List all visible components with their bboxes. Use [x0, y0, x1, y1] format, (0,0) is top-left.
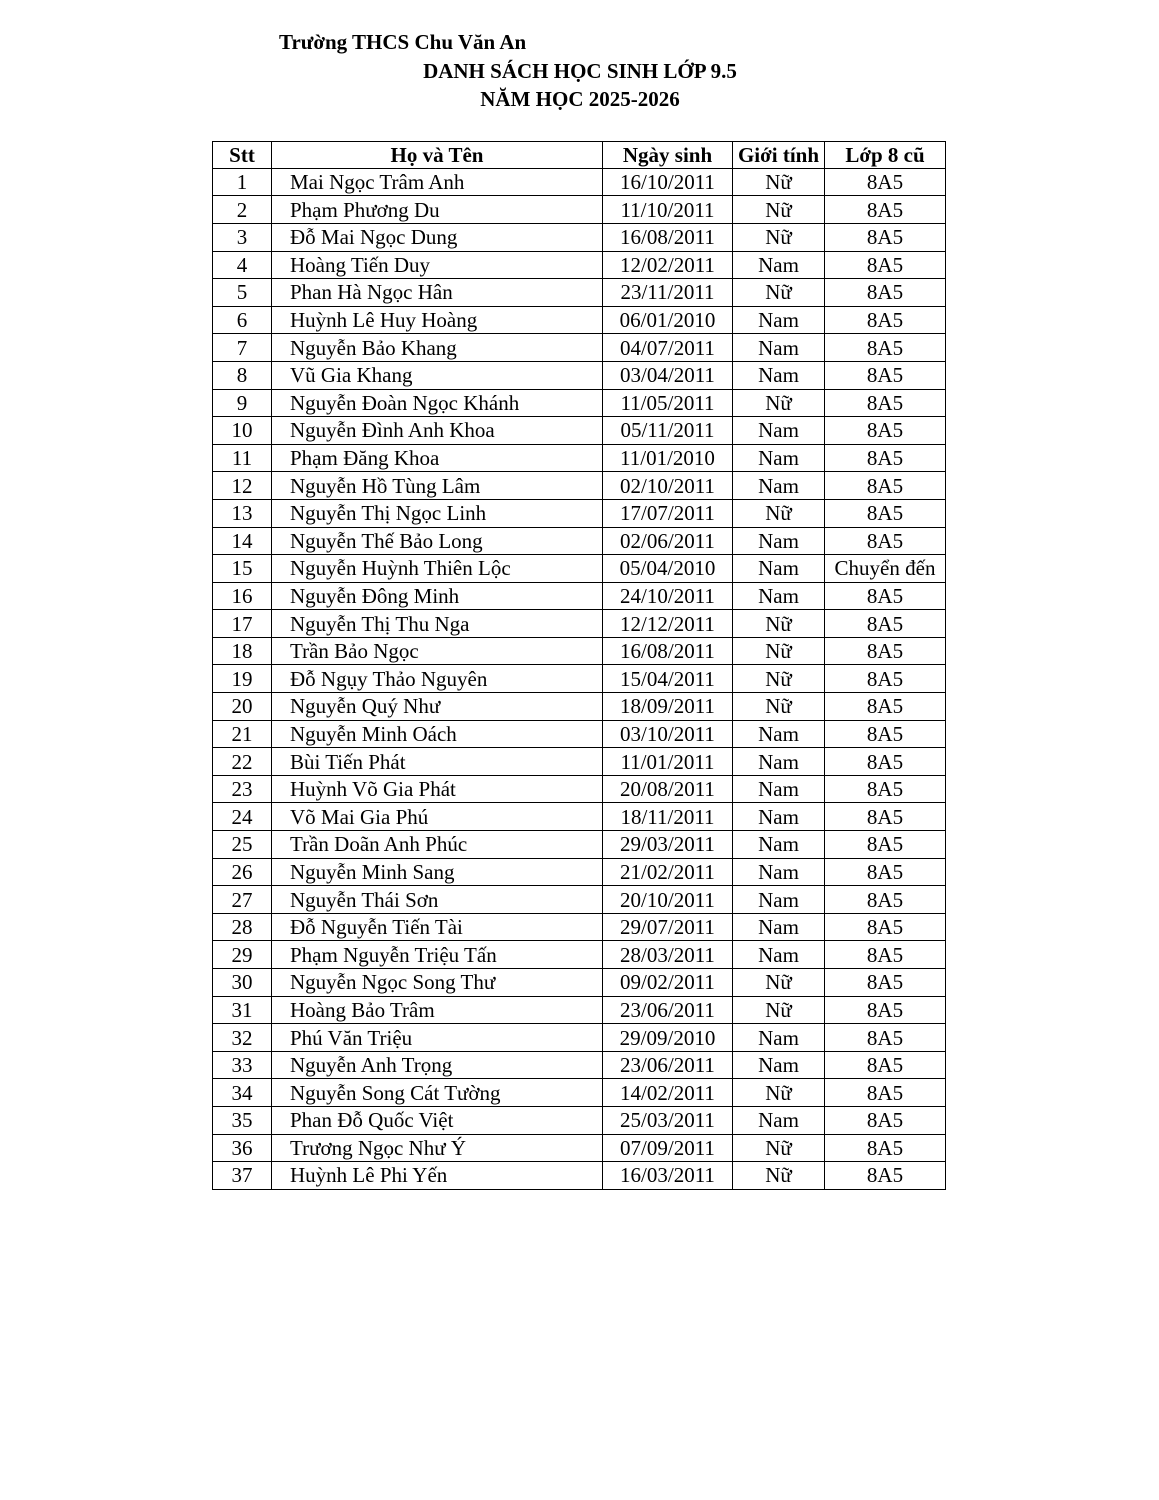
table-row: [213, 1024, 946, 1052]
birth-date-cell: 16/03/2011: [603, 1162, 733, 1190]
previous-class-cell: 8A5: [825, 748, 946, 776]
full-name-cell: Nguyễn Song Cát Tường: [272, 1079, 603, 1107]
full-name-cell: Nguyễn Quý Như: [272, 693, 603, 721]
gender-cell: Nữ: [733, 665, 825, 693]
birth-date-cell: 28/03/2011: [603, 941, 733, 969]
full-name-cell: Đỗ Mai Ngọc Dung: [272, 223, 603, 251]
previous-class-cell: 8A5: [825, 610, 946, 638]
birth-date-cell: 29/03/2011: [603, 831, 733, 859]
previous-class-cell: 8A5: [825, 1134, 946, 1162]
birth-date-cell: 23/06/2011: [603, 1051, 733, 1079]
previous-class-cell: 8A5: [825, 499, 946, 527]
table-row: [213, 913, 946, 941]
table-row: [213, 1051, 946, 1079]
gender-cell: Nữ: [733, 996, 825, 1024]
birth-date-cell: 03/10/2011: [603, 720, 733, 748]
stt-cell: 15: [213, 555, 272, 583]
birth-date-cell: 11/10/2011: [603, 196, 733, 224]
stt-cell: 34: [213, 1079, 272, 1107]
previous-class-cell: 8A5: [825, 334, 946, 362]
school-year: NĂM HỌC 2025-2026: [480, 87, 680, 111]
gender-cell: Nam: [733, 775, 825, 803]
gender-cell: Nữ: [733, 223, 825, 251]
table-row: [213, 720, 946, 748]
stt-cell: 18: [213, 637, 272, 665]
previous-class-cell: 8A5: [825, 582, 946, 610]
birth-date-cell: 14/02/2011: [603, 1079, 733, 1107]
stt-cell: 31: [213, 996, 272, 1024]
previous-class-cell: 8A5: [825, 803, 946, 831]
previous-class-cell: 8A5: [825, 1106, 946, 1134]
column-header-birth-date: Ngày sinh: [603, 142, 733, 169]
column-header-stt: Stt: [213, 142, 272, 169]
previous-class-cell: 8A5: [825, 417, 946, 445]
table-row: [213, 886, 946, 914]
gender-cell: Nữ: [733, 1079, 825, 1107]
full-name-cell: Hoàng Bảo Trâm: [272, 996, 603, 1024]
gender-cell: Nữ: [733, 499, 825, 527]
birth-date-cell: 24/10/2011: [603, 582, 733, 610]
previous-class-cell: 8A5: [825, 941, 946, 969]
previous-class-cell: 8A5: [825, 279, 946, 307]
birth-date-cell: 15/04/2011: [603, 665, 733, 693]
stt-cell: 6: [213, 306, 272, 334]
birth-date-cell: 16/08/2011: [603, 637, 733, 665]
previous-class-cell: 8A5: [825, 361, 946, 389]
previous-class-cell: 8A5: [825, 472, 946, 500]
gender-cell: Nam: [733, 582, 825, 610]
full-name-cell: Võ Mai Gia Phú: [272, 803, 603, 831]
birth-date-cell: 18/11/2011: [603, 803, 733, 831]
gender-cell: Nam: [733, 334, 825, 362]
previous-class-cell: 8A5: [825, 306, 946, 334]
full-name-cell: Nguyễn Đoàn Ngọc Khánh: [272, 389, 603, 417]
birth-date-cell: 12/02/2011: [603, 251, 733, 279]
full-name-cell: Nguyễn Thế Bảo Long: [272, 527, 603, 555]
column-header-previous-class: Lớp 8 cũ: [825, 142, 946, 169]
birth-date-cell: 29/09/2010: [603, 1024, 733, 1052]
stt-cell: 13: [213, 499, 272, 527]
stt-cell: 11: [213, 444, 272, 472]
stt-cell: 32: [213, 1024, 272, 1052]
stt-cell: 24: [213, 803, 272, 831]
gender-cell: Nữ: [733, 610, 825, 638]
full-name-cell: Phạm Nguyễn Triệu Tấn: [272, 941, 603, 969]
birth-date-cell: 25/03/2011: [603, 1106, 733, 1134]
birth-date-cell: 16/10/2011: [603, 168, 733, 196]
birth-date-cell: 05/04/2010: [603, 555, 733, 583]
gender-cell: Nam: [733, 417, 825, 445]
stt-cell: 23: [213, 775, 272, 803]
full-name-cell: Nguyễn Thị Ngọc Linh: [272, 499, 603, 527]
gender-cell: Nữ: [733, 693, 825, 721]
gender-cell: Nữ: [733, 969, 825, 997]
birth-date-cell: 05/11/2011: [603, 417, 733, 445]
birth-date-cell: 03/04/2011: [603, 361, 733, 389]
gender-cell: Nam: [733, 941, 825, 969]
birth-date-cell: 17/07/2011: [603, 499, 733, 527]
full-name-cell: Nguyễn Minh Oách: [272, 720, 603, 748]
stt-cell: 35: [213, 1106, 272, 1134]
gender-cell: Nam: [733, 1024, 825, 1052]
stt-cell: 12: [213, 472, 272, 500]
table-row: [213, 803, 946, 831]
full-name-cell: Đỗ Ngụy Thảo Nguyên: [272, 665, 603, 693]
birth-date-cell: 29/07/2011: [603, 913, 733, 941]
previous-class-cell: 8A5: [825, 693, 946, 721]
table-row: [213, 251, 946, 279]
stt-cell: 26: [213, 858, 272, 886]
table-row: [213, 693, 946, 721]
full-name-cell: Trần Bảo Ngọc: [272, 637, 603, 665]
birth-date-cell: 11/01/2011: [603, 748, 733, 776]
full-name-cell: Nguyễn Thị Thu Nga: [272, 610, 603, 638]
gender-cell: Nữ: [733, 168, 825, 196]
gender-cell: Nam: [733, 720, 825, 748]
table-row: [213, 389, 946, 417]
document-title: DANH SÁCH HỌC SINH LỚP 9.5: [423, 59, 737, 83]
stt-cell: 37: [213, 1162, 272, 1190]
full-name-cell: Nguyễn Minh Sang: [272, 858, 603, 886]
gender-cell: Nam: [733, 1106, 825, 1134]
stt-cell: 5: [213, 279, 272, 307]
student-roster-table: [212, 141, 946, 1190]
birth-date-cell: 09/02/2011: [603, 969, 733, 997]
full-name-cell: Vũ Gia Khang: [272, 361, 603, 389]
full-name-cell: Huỳnh Lê Phi Yến: [272, 1162, 603, 1190]
full-name-cell: Phú Văn Triệu: [272, 1024, 603, 1052]
stt-cell: 33: [213, 1051, 272, 1079]
birth-date-cell: 11/05/2011: [603, 389, 733, 417]
birth-date-cell: 04/07/2011: [603, 334, 733, 362]
table-row: [213, 1079, 946, 1107]
stt-cell: 14: [213, 527, 272, 555]
table-row: [213, 279, 946, 307]
birth-date-cell: 20/10/2011: [603, 886, 733, 914]
previous-class-cell: 8A5: [825, 527, 946, 555]
previous-class-cell: 8A5: [825, 223, 946, 251]
gender-cell: Nam: [733, 472, 825, 500]
stt-cell: 10: [213, 417, 272, 445]
full-name-cell: Nguyễn Thái Sơn: [272, 886, 603, 914]
gender-cell: Nam: [733, 527, 825, 555]
gender-cell: Nam: [733, 858, 825, 886]
table-row: [213, 1162, 946, 1190]
table-row: [213, 969, 946, 997]
school-name: Trường THCS Chu Văn An: [279, 30, 527, 54]
birth-date-cell: 11/01/2010: [603, 444, 733, 472]
gender-cell: Nam: [733, 886, 825, 914]
table-row: [213, 499, 946, 527]
previous-class-cell: 8A5: [825, 886, 946, 914]
birth-date-cell: 02/10/2011: [603, 472, 733, 500]
table-row: [213, 444, 946, 472]
full-name-cell: Trương Ngọc Như Ý: [272, 1134, 603, 1162]
previous-class-cell: 8A5: [825, 1024, 946, 1052]
table-row: [213, 223, 946, 251]
table-header: [213, 142, 946, 169]
table-row: [213, 555, 946, 583]
previous-class-cell: 8A5: [825, 913, 946, 941]
birth-date-cell: 21/02/2011: [603, 858, 733, 886]
table-row: [213, 637, 946, 665]
table-row: [213, 472, 946, 500]
table-row: [213, 306, 946, 334]
gender-cell: Nữ: [733, 196, 825, 224]
gender-cell: Nữ: [733, 389, 825, 417]
birth-date-cell: 12/12/2011: [603, 610, 733, 638]
birth-date-cell: 18/09/2011: [603, 693, 733, 721]
full-name-cell: Nguyễn Hồ Tùng Lâm: [272, 472, 603, 500]
full-name-cell: Phan Hà Ngọc Hân: [272, 279, 603, 307]
table-row: [213, 168, 946, 196]
gender-cell: Nữ: [733, 637, 825, 665]
birth-date-cell: 07/09/2011: [603, 1134, 733, 1162]
full-name-cell: Hoàng Tiến Duy: [272, 251, 603, 279]
stt-cell: 4: [213, 251, 272, 279]
previous-class-cell: 8A5: [825, 996, 946, 1024]
table-row: [213, 610, 946, 638]
table-body: [213, 168, 946, 1189]
previous-class-cell: 8A5: [825, 637, 946, 665]
gender-cell: Nam: [733, 306, 825, 334]
column-header-full-name: Họ và Tên: [272, 142, 603, 169]
previous-class-cell: 8A5: [825, 858, 946, 886]
gender-cell: Nam: [733, 444, 825, 472]
birth-date-cell: 06/01/2010: [603, 306, 733, 334]
table-row: [213, 996, 946, 1024]
birth-date-cell: 20/08/2011: [603, 775, 733, 803]
previous-class-cell: 8A5: [825, 1051, 946, 1079]
stt-cell: 22: [213, 748, 272, 776]
gender-cell: Nam: [733, 748, 825, 776]
stt-cell: 29: [213, 941, 272, 969]
birth-date-cell: 23/11/2011: [603, 279, 733, 307]
full-name-cell: Phạm Phương Du: [272, 196, 603, 224]
stt-cell: 20: [213, 693, 272, 721]
table-row: [213, 334, 946, 362]
table-row: [213, 527, 946, 555]
stt-cell: 21: [213, 720, 272, 748]
table-row: [213, 858, 946, 886]
full-name-cell: Huỳnh Lê Huy Hoàng: [272, 306, 603, 334]
full-name-cell: Nguyễn Huỳnh Thiên Lộc: [272, 555, 603, 583]
table-row: [213, 665, 946, 693]
stt-cell: 2: [213, 196, 272, 224]
full-name-cell: Nguyễn Bảo Khang: [272, 334, 603, 362]
table-row: [213, 831, 946, 859]
header-row: [213, 142, 946, 169]
gender-cell: Nam: [733, 251, 825, 279]
gender-cell: Nam: [733, 913, 825, 941]
table-row: [213, 1134, 946, 1162]
table-row: [213, 1106, 946, 1134]
full-name-cell: Phan Đỗ Quốc Việt: [272, 1106, 603, 1134]
full-name-cell: Nguyễn Ngọc Song Thư: [272, 969, 603, 997]
table-row: [213, 417, 946, 445]
previous-class-cell: Chuyển đến: [825, 555, 946, 583]
stt-cell: 27: [213, 886, 272, 914]
birth-date-cell: 23/06/2011: [603, 996, 733, 1024]
table-row: [213, 775, 946, 803]
gender-cell: Nam: [733, 555, 825, 583]
stt-cell: 7: [213, 334, 272, 362]
birth-date-cell: 02/06/2011: [603, 527, 733, 555]
full-name-cell: Nguyễn Đình Anh Khoa: [272, 417, 603, 445]
stt-cell: 25: [213, 831, 272, 859]
stt-cell: 9: [213, 389, 272, 417]
full-name-cell: Đỗ Nguyễn Tiến Tài: [272, 913, 603, 941]
previous-class-cell: 8A5: [825, 1079, 946, 1107]
previous-class-cell: 8A5: [825, 665, 946, 693]
gender-cell: Nữ: [733, 1134, 825, 1162]
stt-cell: 36: [213, 1134, 272, 1162]
table-row: [213, 361, 946, 389]
full-name-cell: Phạm Đăng Khoa: [272, 444, 603, 472]
stt-cell: 17: [213, 610, 272, 638]
full-name-cell: Bùi Tiến Phát: [272, 748, 603, 776]
gender-cell: Nam: [733, 803, 825, 831]
previous-class-cell: 8A5: [825, 969, 946, 997]
gender-cell: Nữ: [733, 279, 825, 307]
full-name-cell: Mai Ngọc Trâm Anh: [272, 168, 603, 196]
table-row: [213, 748, 946, 776]
stt-cell: 16: [213, 582, 272, 610]
previous-class-cell: 8A5: [825, 444, 946, 472]
stt-cell: 8: [213, 361, 272, 389]
gender-cell: Nam: [733, 361, 825, 389]
table-row: [213, 196, 946, 224]
full-name-cell: Huỳnh Võ Gia Phát: [272, 775, 603, 803]
previous-class-cell: 8A5: [825, 168, 946, 196]
gender-cell: Nam: [733, 831, 825, 859]
table-row: [213, 941, 946, 969]
stt-cell: 30: [213, 969, 272, 997]
previous-class-cell: 8A5: [825, 196, 946, 224]
full-name-cell: Trần Doãn Anh Phúc: [272, 831, 603, 859]
previous-class-cell: 8A5: [825, 1162, 946, 1190]
full-name-cell: Nguyễn Anh Trọng: [272, 1051, 603, 1079]
previous-class-cell: 8A5: [825, 775, 946, 803]
stt-cell: 3: [213, 223, 272, 251]
stt-cell: 19: [213, 665, 272, 693]
gender-cell: Nam: [733, 1051, 825, 1079]
full-name-cell: Nguyễn Đông Minh: [272, 582, 603, 610]
stt-cell: 28: [213, 913, 272, 941]
column-header-gender: Giới tính: [733, 142, 825, 169]
previous-class-cell: 8A5: [825, 720, 946, 748]
birth-date-cell: 16/08/2011: [603, 223, 733, 251]
previous-class-cell: 8A5: [825, 251, 946, 279]
gender-cell: Nữ: [733, 1162, 825, 1190]
previous-class-cell: 8A5: [825, 389, 946, 417]
previous-class-cell: 8A5: [825, 831, 946, 859]
table-row: [213, 582, 946, 610]
stt-cell: 1: [213, 168, 272, 196]
